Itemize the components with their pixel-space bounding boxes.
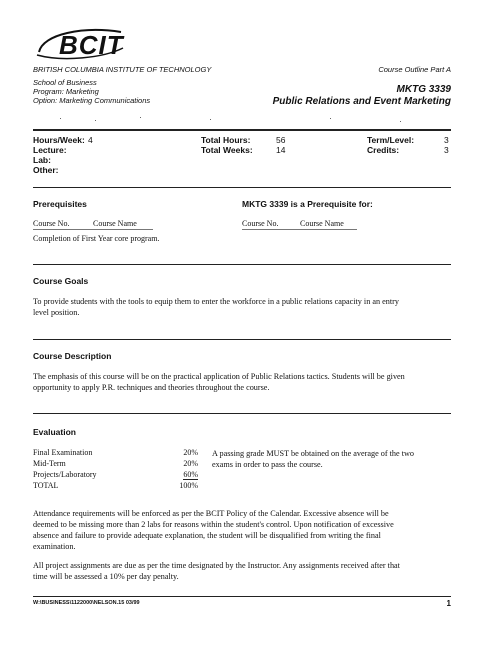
page-number: 1	[446, 599, 451, 608]
assignments-line-1: All project assignments are due as per the time designated by the Instructor. Any assignments received after that	[33, 561, 400, 570]
school-name: School of Business	[33, 78, 97, 87]
eval-row-midterm	[33, 459, 198, 468]
eval-row-projects	[33, 470, 198, 479]
col-course-name: Course Name	[93, 219, 137, 228]
col-course-no-2: Course No.	[242, 219, 279, 228]
bcit-logo	[33, 22, 128, 62]
credits-label: Credits:	[367, 145, 400, 155]
divider-footer	[33, 596, 451, 597]
attendance-line-4: examination.	[33, 542, 76, 551]
total-weeks-value: 14	[276, 145, 286, 155]
divider-prereq	[33, 264, 451, 265]
eval-row-name: Projects/Laboratory	[33, 470, 97, 479]
assignments-line-2: time will be assessed a 10% per day penalty.	[33, 572, 179, 581]
evaluation-heading: Evaluation	[33, 427, 76, 437]
lecture-label: Lecture:	[33, 145, 67, 155]
divider-hours	[33, 187, 451, 188]
eval-row-pct: 100%	[179, 481, 198, 490]
prerequisite-item: Completion of First Year core program.	[33, 234, 160, 243]
eval-row-pct: 60%	[183, 470, 198, 479]
eval-row-pct: 20%	[183, 459, 198, 468]
divider-description	[33, 413, 451, 414]
logo-text: BCIT	[59, 30, 124, 60]
term-level-label: Term/Level:	[367, 135, 415, 145]
prereq-col-underline-right	[242, 229, 357, 230]
eval-note-line-2: exams in order to pass the course.	[212, 460, 323, 469]
outline-label: Course Outline Part A	[378, 65, 451, 74]
divider-goals	[33, 339, 451, 340]
attendance-line-2: deemed to be missing more than 2 labs for reasons within the student's control. Upon notification of excessive	[33, 520, 394, 529]
total-weeks-label: Total Weeks:	[201, 145, 253, 155]
eval-row-name: TOTAL	[33, 481, 59, 490]
other-label: Other:	[33, 165, 59, 175]
hours-week-value: 4	[88, 135, 93, 145]
course-code: MKTG 3339	[396, 84, 451, 95]
credits-value: 3	[444, 145, 449, 155]
total-hours-label: Total Hours:	[201, 135, 251, 145]
prerequisites-heading: Prerequisites	[33, 199, 87, 209]
col-course-no: Course No.	[33, 219, 70, 228]
prerequisite-for-heading: MKTG 3339 is a Prerequisite for:	[242, 199, 373, 209]
term-level-value: 3	[444, 135, 449, 145]
goals-line-1: To provide students with the tools to equip them to enter the workforce in a public relations capacity in an entry	[33, 297, 399, 306]
divider-header	[33, 129, 451, 131]
total-hours-value: 56	[276, 135, 286, 145]
description-line-1: The emphasis of this course will be on the practical application of Public Relations tactics. Students will be given	[33, 372, 405, 381]
eval-row-name: Mid-Term	[33, 459, 66, 468]
eval-note-line-1: A passing grade MUST be obtained on the average of the two	[212, 449, 414, 458]
lab-label: Lab:	[33, 155, 51, 165]
goals-line-2: level position.	[33, 308, 80, 317]
attendance-line-3: absence and failure to provide adequate explanation, the student will be disqualified from writing the final	[33, 531, 381, 540]
description-heading: Course Description	[33, 351, 112, 361]
description-line-2: opportunity to apply P.R. techniques and theories throughout the course.	[33, 383, 270, 392]
footer-file-ref: W:\BUSINESS\1122000\NELSON.15 03/99	[33, 600, 140, 606]
eval-row-name: Final Examination	[33, 448, 93, 457]
option-name: Option: Marketing Communications	[33, 96, 151, 105]
attendance-line-1: Attendance requirements will be enforced as per the BCIT Policy of the Calendar. Excessive absence will be	[33, 509, 389, 518]
course-title: Public Relations and Event Marketing	[272, 96, 451, 107]
col-course-name-2: Course Name	[300, 219, 344, 228]
hours-week-label: Hours/Week:	[33, 135, 85, 145]
goals-heading: Course Goals	[33, 276, 89, 286]
eval-row-final	[33, 448, 198, 457]
eval-row-pct: 20%	[183, 448, 198, 457]
eval-row-total	[33, 481, 198, 490]
prereq-col-underline-left	[33, 229, 153, 230]
institute-name: BRITISH COLUMBIA INSTITUTE OF TECHNOLOGY	[33, 65, 212, 74]
program-name: Program: Marketing	[33, 87, 99, 96]
